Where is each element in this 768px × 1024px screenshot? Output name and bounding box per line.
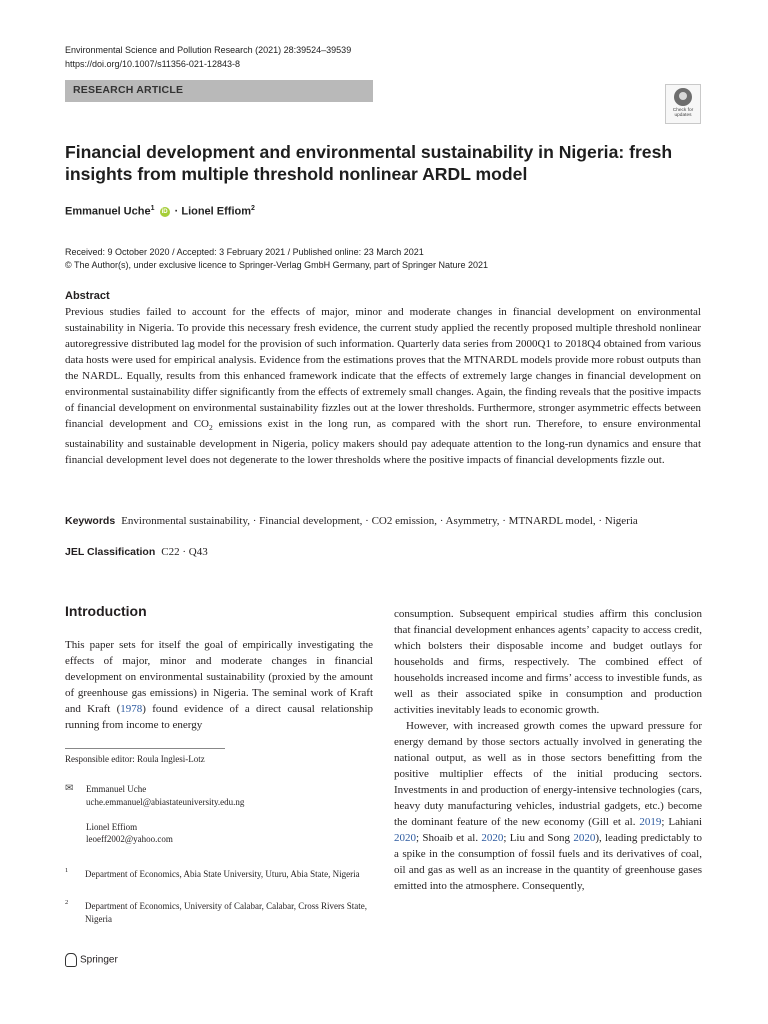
intro-text: ; Liu and Song (503, 832, 574, 844)
author-1-affil: 1 (150, 205, 155, 212)
article-type-banner (65, 80, 373, 102)
orcid-icon[interactable]: iD (161, 208, 168, 215)
journal-citation: Environmental Science and Pollution Research (2021) 28:39524–39539 (65, 45, 352, 55)
dates-line: Received: 9 October 2020 / Accepted: 3 February 2021 / Published online: 23 March 2021 (65, 247, 424, 257)
author-separator: · (171, 205, 182, 218)
intro-column-2 (394, 606, 702, 894)
intro-column-1 (65, 637, 373, 733)
article-title: Financial development and environmental sustainability in Nigeria: fresh insights from multiple threshold nonlinear ARDL model (65, 142, 673, 184)
affiliation-number: 2 (65, 899, 69, 906)
abstract-heading: Abstract (65, 290, 110, 302)
responsible-editor: Responsible editor: Roula Inglesi-Lotz (65, 754, 205, 764)
intro-text: ), leading predictably to a spike in the consumption of fossil fuels and its derivatives of coal, oil and gas as well as an increase in the quantity of greenhouse gases emitted into the atmosphere. Consequently, (394, 832, 702, 892)
keywords (65, 515, 638, 527)
author-1[interactable]: Emmanuel Uche (65, 205, 151, 218)
intro-text: However, with increased growth comes the upward pressure for energy demand by those sectors actually involved in generating the national output, as well as in those sectors benefitting from the positive multiplier effects of the initial producing sectors. Investments in and production of energy-intensive technologies (cars, heavy duty manufacturing vehicles, industrial gadgets, etc.) become the dominant feature of the new economy (Gill et al. (394, 720, 702, 828)
affiliation-2 (65, 900, 373, 925)
publisher-footer (65, 953, 118, 967)
corresponding-contacts (86, 783, 244, 846)
author-2[interactable]: Lionel Effiom (181, 205, 252, 218)
affiliation-text: Department of Economics, University of Calabar, Calabar, Cross Rivers State, Nigeria (85, 901, 367, 924)
jel-classification (65, 546, 208, 558)
paragraph (394, 718, 702, 894)
affiliation-number: 1 (65, 867, 69, 874)
affiliation-text: Department of Economics, Abia State University, Uturu, Abia State, Nigeria (85, 869, 360, 879)
check-updates-icon (674, 88, 692, 106)
citation-link[interactable]: 2020 (481, 832, 504, 844)
jel-codes: C22 · Q43 (161, 546, 208, 558)
paragraph: consumption. Subsequent empirical studies affirm this conclusion that financial development enhances agents’ capacity to access credit, which bolsters their disposable income and budget outlays for households and firms, respectively. The combined effect of households increased income and firms’ access to investible funds, as well as their associated spike in consumption and production activities inevitably leads to economic growth. (394, 608, 702, 716)
contact-name: Lionel Effiom (86, 821, 138, 832)
footnote-divider (65, 748, 225, 749)
abstract-text (65, 304, 701, 468)
abstract-part-b: emissions exist in the long run, as compared with the short run. Therefore, to ensure environmental sustainability and sustainable development in Nigeria, policy makers should pay adequate attention to the long-run dynamics and ensure that financial development level does not degenerate to the lower thresholds where the positive impacts of financial developments fizzle out. (65, 418, 701, 467)
author-list (65, 205, 255, 218)
publication-dates (65, 246, 488, 272)
intro-text: This paper sets for itself the goal of empirically investigating the effects of major, minor and moderate changes in financial development on environmental sustainability (proxied by the amount of greenhouse gas emissions) in Nigeria. The seminal work of Kraft and Kraft ( (65, 639, 373, 715)
springer-logo-icon (65, 953, 77, 967)
check-updates-label: Check for updates (672, 108, 694, 118)
intro-text: ; Shoaib et al. (416, 832, 482, 844)
keywords-text: Environmental sustainability, · Financial development, · CO2 emission, · Asymmetry, · MTNARDL model, · Nigeria (121, 515, 638, 527)
author-2-affil: 2 (251, 205, 255, 212)
article-type-label: RESEARCH ARTICLE (73, 84, 184, 96)
check-for-updates-badge[interactable] (665, 84, 701, 124)
introduction-heading: Introduction (65, 603, 147, 619)
doi-link[interactable]: https://doi.org/10.1007/s11356-021-12843-8 (65, 59, 240, 69)
contact-email[interactable]: uche.emmanuel@abiastateuniversity.edu.ng (86, 796, 245, 807)
citation-link[interactable]: 2020 (394, 832, 416, 844)
keywords-label: Keywords (65, 515, 116, 527)
citation-link[interactable]: 2020 (573, 832, 596, 844)
citation-link[interactable]: 2019 (639, 816, 662, 828)
affiliation-1 (65, 868, 373, 881)
envelope-icon: ✉ (65, 783, 74, 794)
intro-text: ; Lahiani (661, 816, 702, 828)
jel-label: JEL Classification (65, 546, 156, 558)
contact-email[interactable]: leoeff2002@yahoo.com (86, 834, 173, 844)
abstract-part-a: Previous studies failed to account for the effects of major, minor and moderate changes in financial development on environmental sustainability in Nigeria. To provide this necessary fresh evidence, the current study applied the recently proposed multiple threshold nonlinear autoregressive distributed lag model for the provision of such information. Quarterly data series from 2000Q1 to 2018Q4 obtained from various data hosts were used for empirical analysis. Evidence from the estimations proves that the MTNARDL models provide more robust outputs than the NARDL. Equally, results from this enhanced framework indicate that the effects of extremely large changes in financial development on environmental sustainability differ significantly from the effects of extremely small changes. Again, the finding reveals that the positive impacts of financial development on environmental sustainability fizzles out at the lower thresholds. Furthermore, stronger asymmetric effects between financial development and CO (65, 306, 701, 430)
contact-name: Emmanuel Uche (86, 784, 147, 794)
intro-text: ) found evidence of a direct causal relationship running from income to energy (65, 703, 373, 731)
copyright-line: © The Author(s), under exclusive licence to Springer-Verlag GmbH Germany, part of Springer Nature 2021 (65, 260, 488, 270)
journal-header (65, 43, 351, 71)
publisher-name: Springer (80, 954, 118, 966)
citation-link[interactable]: 1978 (120, 703, 143, 715)
co2-subscript: 2 (208, 423, 213, 433)
